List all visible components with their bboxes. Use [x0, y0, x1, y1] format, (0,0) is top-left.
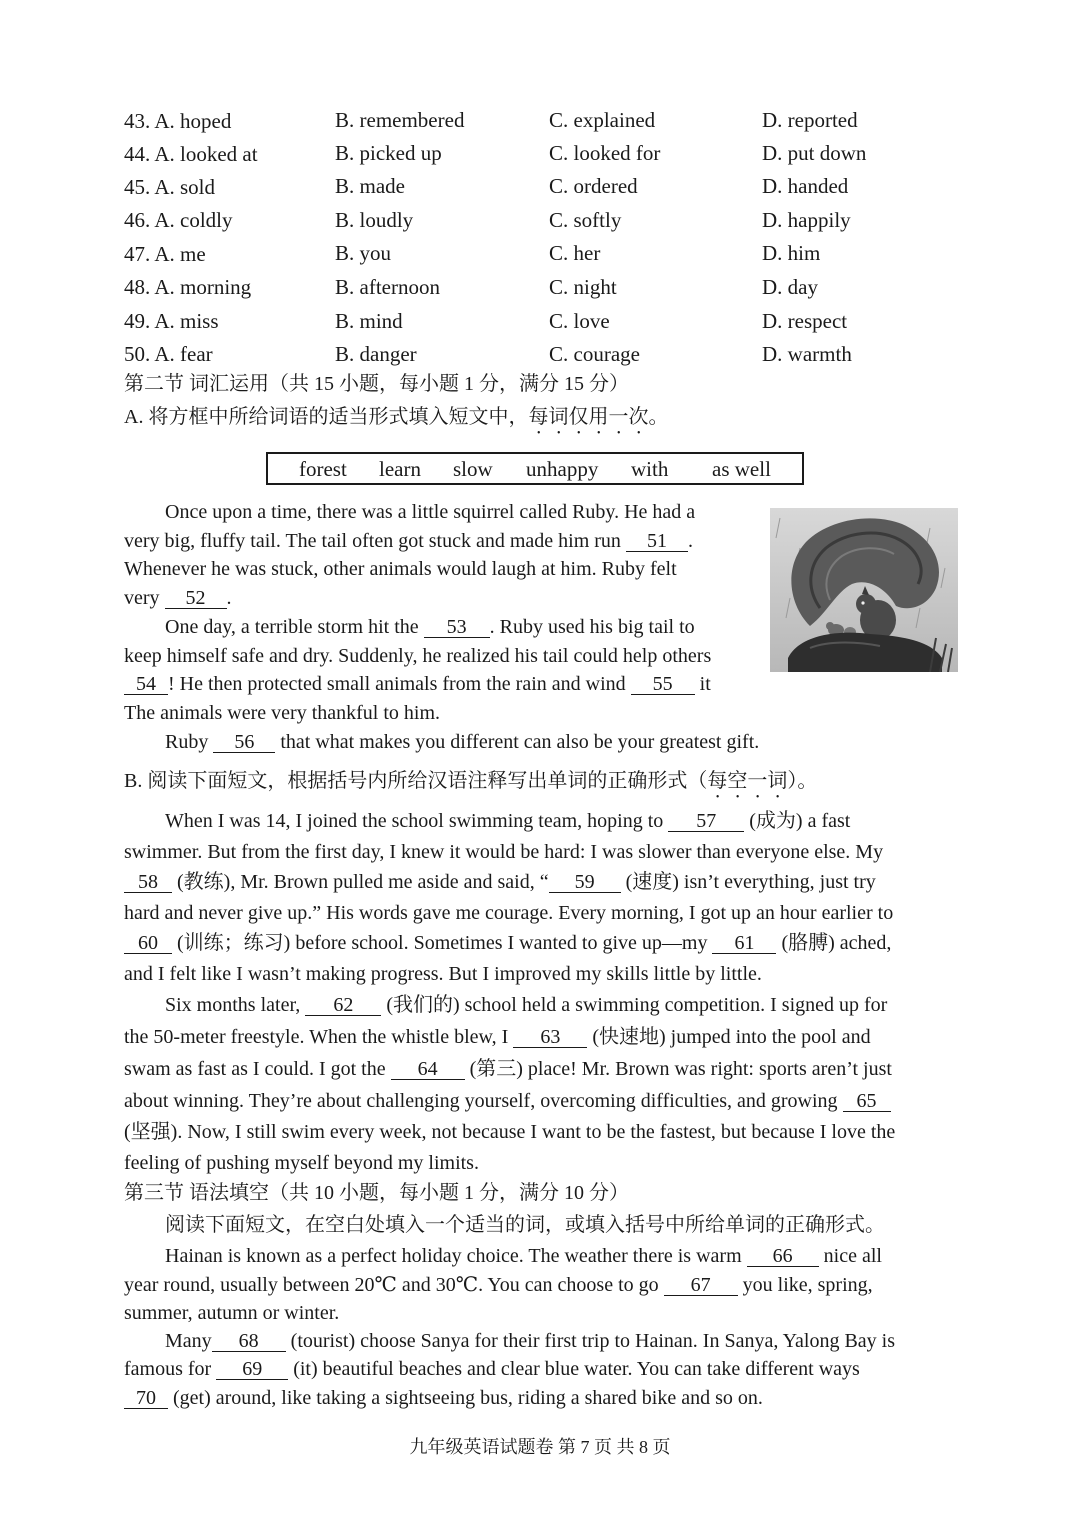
- partB-line-7: Six months later, 62 (我们的) school held a swimming competition. I signed up for: [165, 994, 888, 1016]
- blank-58[interactable]: 58: [124, 872, 172, 893]
- mcq-49-c: C. love: [549, 309, 610, 333]
- partB-line-11: (坚强). Now, I still swim every week, not because I want to be the fastest, but because I love the: [124, 1121, 896, 1143]
- mcq-47-a: 47. A. me: [124, 242, 206, 266]
- blank-53[interactable]: 53: [424, 617, 490, 638]
- partB-line-12: feeling of pushing myself beyond my limits.: [124, 1152, 479, 1174]
- section3-heading: 第三节 语法填空（共 10 小题，每小题 1 分，满分 10 分）: [124, 1182, 629, 1204]
- mcq-50-c: C. courage: [549, 342, 640, 366]
- word-box-item: learn: [379, 457, 421, 481]
- partA-line-5: One day, a terrible storm hit the 53 . Ruby used his big tail to: [165, 616, 695, 638]
- word-box-item: forest: [299, 457, 347, 481]
- section3-line-6: 70 (get) around, like taking a sightseeing bus, riding a shared bike and so on.: [124, 1386, 763, 1410]
- mcq-44-d: D. put down: [762, 141, 867, 165]
- mcq-45-b: B. made: [335, 174, 405, 198]
- blank-57[interactable]: 57: [668, 811, 744, 832]
- partA-line-6: keep himself safe and dry. Suddenly, he realized his tail could help others: [124, 645, 712, 667]
- mcq-50-a: 50. A. fear: [124, 342, 213, 366]
- section3-line-5: famous for 69 (it) beautiful beaches and clear blue water. You can take different ways: [124, 1358, 860, 1380]
- partA-line-1: Once upon a time, there was a little squirrel called Ruby. He had a: [165, 501, 696, 523]
- blank-56[interactable]: 56: [213, 732, 275, 753]
- word-box-item: slow: [453, 457, 493, 481]
- mcq-43-b: B. remembered: [335, 108, 465, 132]
- partB-line-9: swam as fast as I could. I got the 64 (第三) place! Mr. Brown was right: sports aren’t just: [124, 1058, 892, 1080]
- blank-51[interactable]: 51: [626, 531, 688, 552]
- mcq-44-c: C. looked for: [549, 141, 661, 165]
- mcq-46-a: 46. A. coldly: [124, 208, 233, 232]
- section3-line-4: Many 68 (tourist) choose Sanya for their first trip to Hainan. In Sanya, Yalong Bay is: [165, 1330, 896, 1352]
- blank-60[interactable]: 60: [124, 933, 172, 954]
- mcq-50-d: D. warmth: [762, 342, 852, 366]
- page-footer: 九年级英语试题卷 第 7 页 共 8 页: [409, 1437, 671, 1457]
- blank-65[interactable]: 65: [843, 1091, 891, 1112]
- partB-line-10: about winning. They’re about challenging yourself, overcoming difficulties, and growing 65: [124, 1089, 891, 1113]
- blank-54[interactable]: 54: [124, 674, 168, 695]
- blank-68[interactable]: 68: [212, 1331, 286, 1352]
- blank-64[interactable]: 64: [391, 1059, 465, 1080]
- partB-line-1: When I was 14, I joined the school swimming team, hoping to 57 (成为) a fast: [165, 810, 851, 832]
- section2-partB-instruction: B. 阅读下面短文，根据括号内所给汉语注释写出单词的正确形式（每空一词）。: [124, 770, 818, 792]
- blank-69[interactable]: 69: [216, 1359, 288, 1380]
- mcq-48-c: C. night: [549, 275, 617, 299]
- section2-partA-instruction: A. 将方框中所给词语的适当形式填入短文中，每词仅用一次。: [124, 406, 669, 428]
- section3-line-3: summer, autumn or winter.: [124, 1302, 340, 1324]
- blank-62[interactable]: 62: [305, 995, 381, 1016]
- mcq-43-c: C. explained: [549, 108, 656, 132]
- blank-52[interactable]: 52: [165, 588, 227, 609]
- blank-55[interactable]: 55: [631, 674, 695, 695]
- partA-line-8: The animals were very thankful to him.: [124, 702, 441, 724]
- word-box-item: unhappy: [526, 457, 599, 481]
- mcq-44-b: B. picked up: [335, 141, 442, 165]
- blank-67[interactable]: 67: [664, 1275, 738, 1296]
- mcq-50-b: B. danger: [335, 342, 417, 366]
- mcq-47-d: D. him: [762, 241, 821, 265]
- word-box-item: as well: [712, 457, 771, 481]
- partB-line-5: 60 (训练；练习) before school. Sometimes I wanted to give up—my 61 (胳膊) ached,: [124, 931, 891, 955]
- mcq-49-d: D. respect: [762, 309, 848, 333]
- mcq-45-c: C. ordered: [549, 174, 638, 198]
- partB-line-4: hard and never give up.” His words gave me courage. Every morning, I got up an hour earlier to: [124, 902, 894, 924]
- partB-line-3: 58 (教练), Mr. Brown pulled me aside and said, “ 59 (速度) isn’t everything, just try: [124, 870, 876, 894]
- mcq-46-c: C. softly: [549, 208, 622, 232]
- mcq-44-a: 44. A. looked at: [124, 142, 258, 166]
- mcq-46-b: B. loudly: [335, 208, 414, 232]
- partB-line-6: and I felt like I wasn’t making progress. But I improved my skills little by little.: [124, 963, 762, 985]
- blank-59[interactable]: 59: [549, 872, 621, 893]
- section2-heading: 第二节 词汇运用（共 15 小题，每小题 1 分，满分 15 分）: [124, 373, 629, 395]
- mcq-43-d: D. reported: [762, 108, 858, 132]
- partB-line-8: the 50-meter freestyle. When the whistle blew, I 63 (快速地) jumped into the pool and: [124, 1026, 871, 1048]
- section3-line-2: year round, usually between 20℃ and 30℃. You can choose to go 67 you like, spring,: [124, 1274, 873, 1296]
- mcq-48-a: 48. A. morning: [124, 275, 252, 299]
- word-box-item: with: [631, 457, 669, 481]
- mcq-46-d: D. happily: [762, 208, 851, 232]
- partA-line-4: very 52 .: [124, 587, 232, 609]
- mcq-48-b: B. afternoon: [335, 275, 440, 299]
- partA-line-9: Ruby 56 that what makes you different can also be your greatest gift.: [165, 731, 760, 753]
- section3-line-1: Hainan is known as a perfect holiday choice. The weather there is warm 66 nice all: [165, 1245, 882, 1267]
- blank-63[interactable]: 63: [513, 1027, 587, 1048]
- partA-line-3: Whenever he was stuck, other animals would laugh at him. Ruby felt: [124, 558, 677, 580]
- mcq-47-b: B. you: [335, 241, 392, 265]
- partA-line-7: 54 ! He then protected small animals from the rain and wind 55 it: [124, 672, 711, 696]
- mcq-48-d: D. day: [762, 275, 818, 299]
- section3-instruction: 阅读下面短文，在空白处填入一个适当的词，或填入括号中所给单词的正确形式。: [165, 1214, 885, 1236]
- blank-66[interactable]: 66: [747, 1246, 819, 1267]
- blank-61[interactable]: 61: [712, 933, 776, 954]
- partA-line-2: very big, fluffy tail. The tail often got stuck and made him run 51 .: [124, 530, 693, 552]
- mcq-47-c: C. her: [549, 241, 601, 265]
- mcq-49-a: 49. A. miss: [124, 309, 219, 333]
- mcq-45-a: 45. A. sold: [124, 175, 216, 199]
- partB-line-2: swimmer. But from the first day, I knew it would be hard: I was slower than everyone else. My: [124, 841, 884, 863]
- mcq-49-b: B. mind: [335, 309, 403, 333]
- squirrel-illustration: [770, 508, 958, 672]
- word-box: [266, 452, 804, 485]
- mcq-43-a: 43. A. hoped: [124, 109, 232, 133]
- mcq-45-d: D. handed: [762, 174, 849, 198]
- blank-70[interactable]: 70: [124, 1388, 168, 1409]
